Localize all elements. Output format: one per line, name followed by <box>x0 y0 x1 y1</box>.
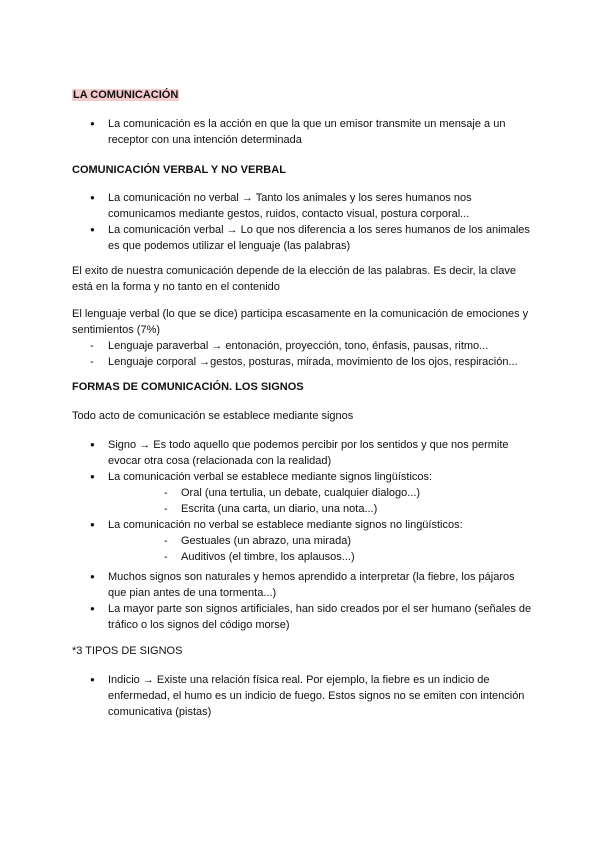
list-item: ● Signo → Es todo aquello que podemos percibir por los sentidos y que nos permite evocar otra cosa (relacionada con la realidad) <box>72 437 532 469</box>
paragraph-exito: El exito de nuestra comunicación depende de la elección de las palabras. Es decir, la clave está en la forma y no tanto en el contenido <box>72 265 516 293</box>
verbal-sub-list <box>108 485 532 517</box>
sub-list-item: - Auditivos (el timbre, los aplausos...) <box>108 549 532 565</box>
signos-list-2 <box>72 569 532 633</box>
list-item <box>72 517 532 565</box>
heading-tipos: *3 TIPOS DE SIGNOS <box>72 645 183 657</box>
signos-block <box>72 437 532 565</box>
noverbal-sub-list <box>108 533 532 565</box>
sub-list-item: - Escrita (una carta, un diario, una nota...) <box>108 501 532 517</box>
signos-block-2 <box>72 569 532 633</box>
definition-block <box>72 116 532 148</box>
verbal-block <box>72 190 532 254</box>
paragraph-lenguaje-verbal: El lenguaje verbal (lo que se dice) participa escasamente en la comunicación de emociones y sentimientos (7%) <box>72 308 529 336</box>
list-item-text: La comunicación verbal se establece mediante signos lingüísticos: <box>108 471 433 483</box>
list-item <box>72 469 532 517</box>
signos-list <box>72 437 532 565</box>
list-item: - Lenguaje corporal →gestos, posturas, mirada, movimiento de los ojos, respiración... <box>72 354 532 370</box>
list-item: ● La comunicación verbal → Lo que nos diferencia a los seres humanos de los animales es que podemos utilizar el lenguaje (las palabras) <box>72 222 532 254</box>
list-item: ● Indicio → Existe una relación física real. Por ejemplo, la fiebre es un indicio de enfermedad, el humo es un indicio de fuego. Estos signos no se emiten con intención comunicativa (pistas) <box>72 672 532 720</box>
list-item: ● La mayor parte son signos artificiales, han sido creados por el ser humano (señales de tráfico o los signos del código morse) <box>72 601 532 633</box>
sub-list-item: - Gestuales (un abrazo, una mirada) <box>108 533 532 549</box>
lenguaje-block <box>72 306 532 370</box>
list-item-text: La comunicación no verbal se establece mediante signos no lingüísticos: <box>108 519 463 531</box>
lenguaje-dash-list <box>72 338 532 370</box>
verbal-list <box>72 190 532 254</box>
paragraph-todo-acto: Todo acto de comunicación se establece mediante signos <box>72 410 354 422</box>
list-item: ● La comunicación no verbal → Tanto los animales y los seres humanos nos comunicamos mediante gestos, ruidos, contacto visual, postura corporal... <box>72 190 532 222</box>
tipos-block <box>72 672 532 720</box>
list-item: ● Muchos signos son naturales y hemos aprendido a interpretar (la fiebre, los pájaros que pian antes de una tormenta...) <box>72 569 532 601</box>
highlighted-title: LA COMUNICACIÓN <box>73 89 179 101</box>
definition-list <box>72 116 532 148</box>
list-item: ● La comunicación es la acción en que la que un emisor transmite un mensaje a un receptor con una intención determinada <box>72 116 532 148</box>
sub-list-item: - Oral (una tertulia, un debate, cualquier dialogo...) <box>108 485 532 501</box>
list-item: - Lenguaje paraverbal → entonación, proyección, tono, énfasis, pausas, ritmo... <box>72 338 532 354</box>
heading-la-comunicacion <box>72 87 532 103</box>
heading-formas: FORMAS DE COMUNICACIÓN. LOS SIGNOS <box>72 381 304 393</box>
tipos-list <box>72 672 532 720</box>
heading-verbal-no-verbal: COMUNICACIÓN VERBAL Y NO VERBAL <box>72 164 286 176</box>
